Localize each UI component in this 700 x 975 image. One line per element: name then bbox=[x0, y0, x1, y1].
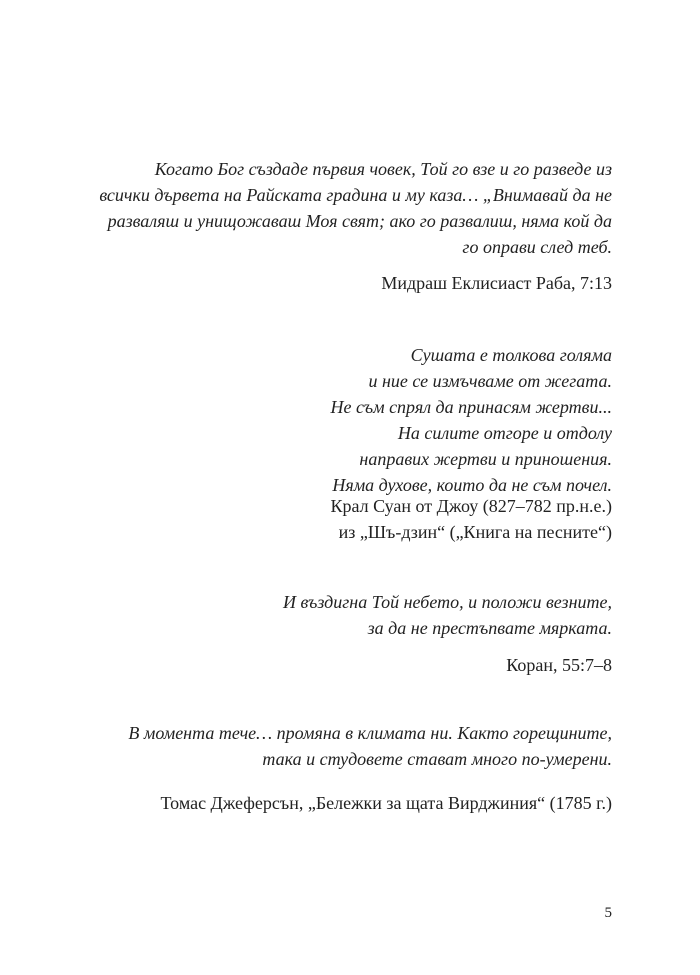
quote-line: за да не престъпвате мярката. bbox=[367, 618, 612, 638]
quote-line: Не съм спрял да принасям жертви... bbox=[330, 397, 612, 417]
epigraph-1 bbox=[99, 156, 612, 260]
epigraph-1-quote bbox=[99, 156, 612, 260]
epigraph-4 bbox=[128, 720, 612, 772]
source-line: Коран, 55:7–8 bbox=[506, 655, 612, 675]
quote-line: така и студовете стават много по-умерени. bbox=[262, 749, 612, 769]
page-number: 5 bbox=[604, 905, 612, 921]
quote-line: В момента тече… промяна в климата ни. Както горещините, bbox=[128, 723, 612, 743]
epigraph-1-source bbox=[381, 270, 612, 296]
epigraph-3-attribution bbox=[506, 652, 612, 678]
quote-line: Няма духове, които да не съм почел. bbox=[332, 475, 612, 495]
quote-line: И въздигна Той небето, и положи везните, bbox=[282, 592, 612, 612]
source-line: Мидраш Еклисиаст Раба, 7:13 bbox=[381, 273, 612, 293]
source-line: из „Шъ-дзин“ („Книга на песните“) bbox=[338, 522, 612, 542]
epigraph-2-attribution bbox=[330, 493, 612, 545]
epigraph-2-source bbox=[330, 493, 612, 545]
quote-line: всички дървета на Райската градина и му каза… „Внимавай да не bbox=[99, 185, 612, 205]
quote-line: Сушата е толкова голяма bbox=[410, 345, 612, 365]
epigraph-1-attribution bbox=[381, 270, 612, 296]
quote-line: и ние се измъчваме от жегата. bbox=[368, 371, 612, 391]
source-line: Крал Суан от Джоу (827–782 пр.н.е.) bbox=[330, 496, 612, 516]
epigraph-4-source bbox=[161, 790, 612, 816]
quote-line: разваляш и унищожаваш Моя свят; ако го развалиш, няма кой да bbox=[107, 211, 612, 231]
quote-line: направих жертви и приношения. bbox=[359, 449, 612, 469]
epigraph-4-quote bbox=[128, 720, 612, 772]
source-line: Томас Джеферсън, „Бележки за щата Вирджиния“ (1785 г.) bbox=[160, 793, 612, 813]
epigraph-3 bbox=[283, 589, 612, 641]
epigraph-3-source bbox=[506, 652, 612, 678]
epigraph-3-quote bbox=[283, 589, 612, 641]
epigraph-2 bbox=[331, 342, 613, 498]
epigraph-4-attribution bbox=[161, 790, 612, 816]
quote-line: го оправи след теб. bbox=[462, 237, 612, 257]
quote-line: На силите отгоре и отдолу bbox=[397, 423, 612, 443]
quote-line: Когато Бог създаде първия човек, Той го взе и го разведе из bbox=[154, 159, 612, 179]
epigraph-2-quote bbox=[331, 342, 613, 498]
